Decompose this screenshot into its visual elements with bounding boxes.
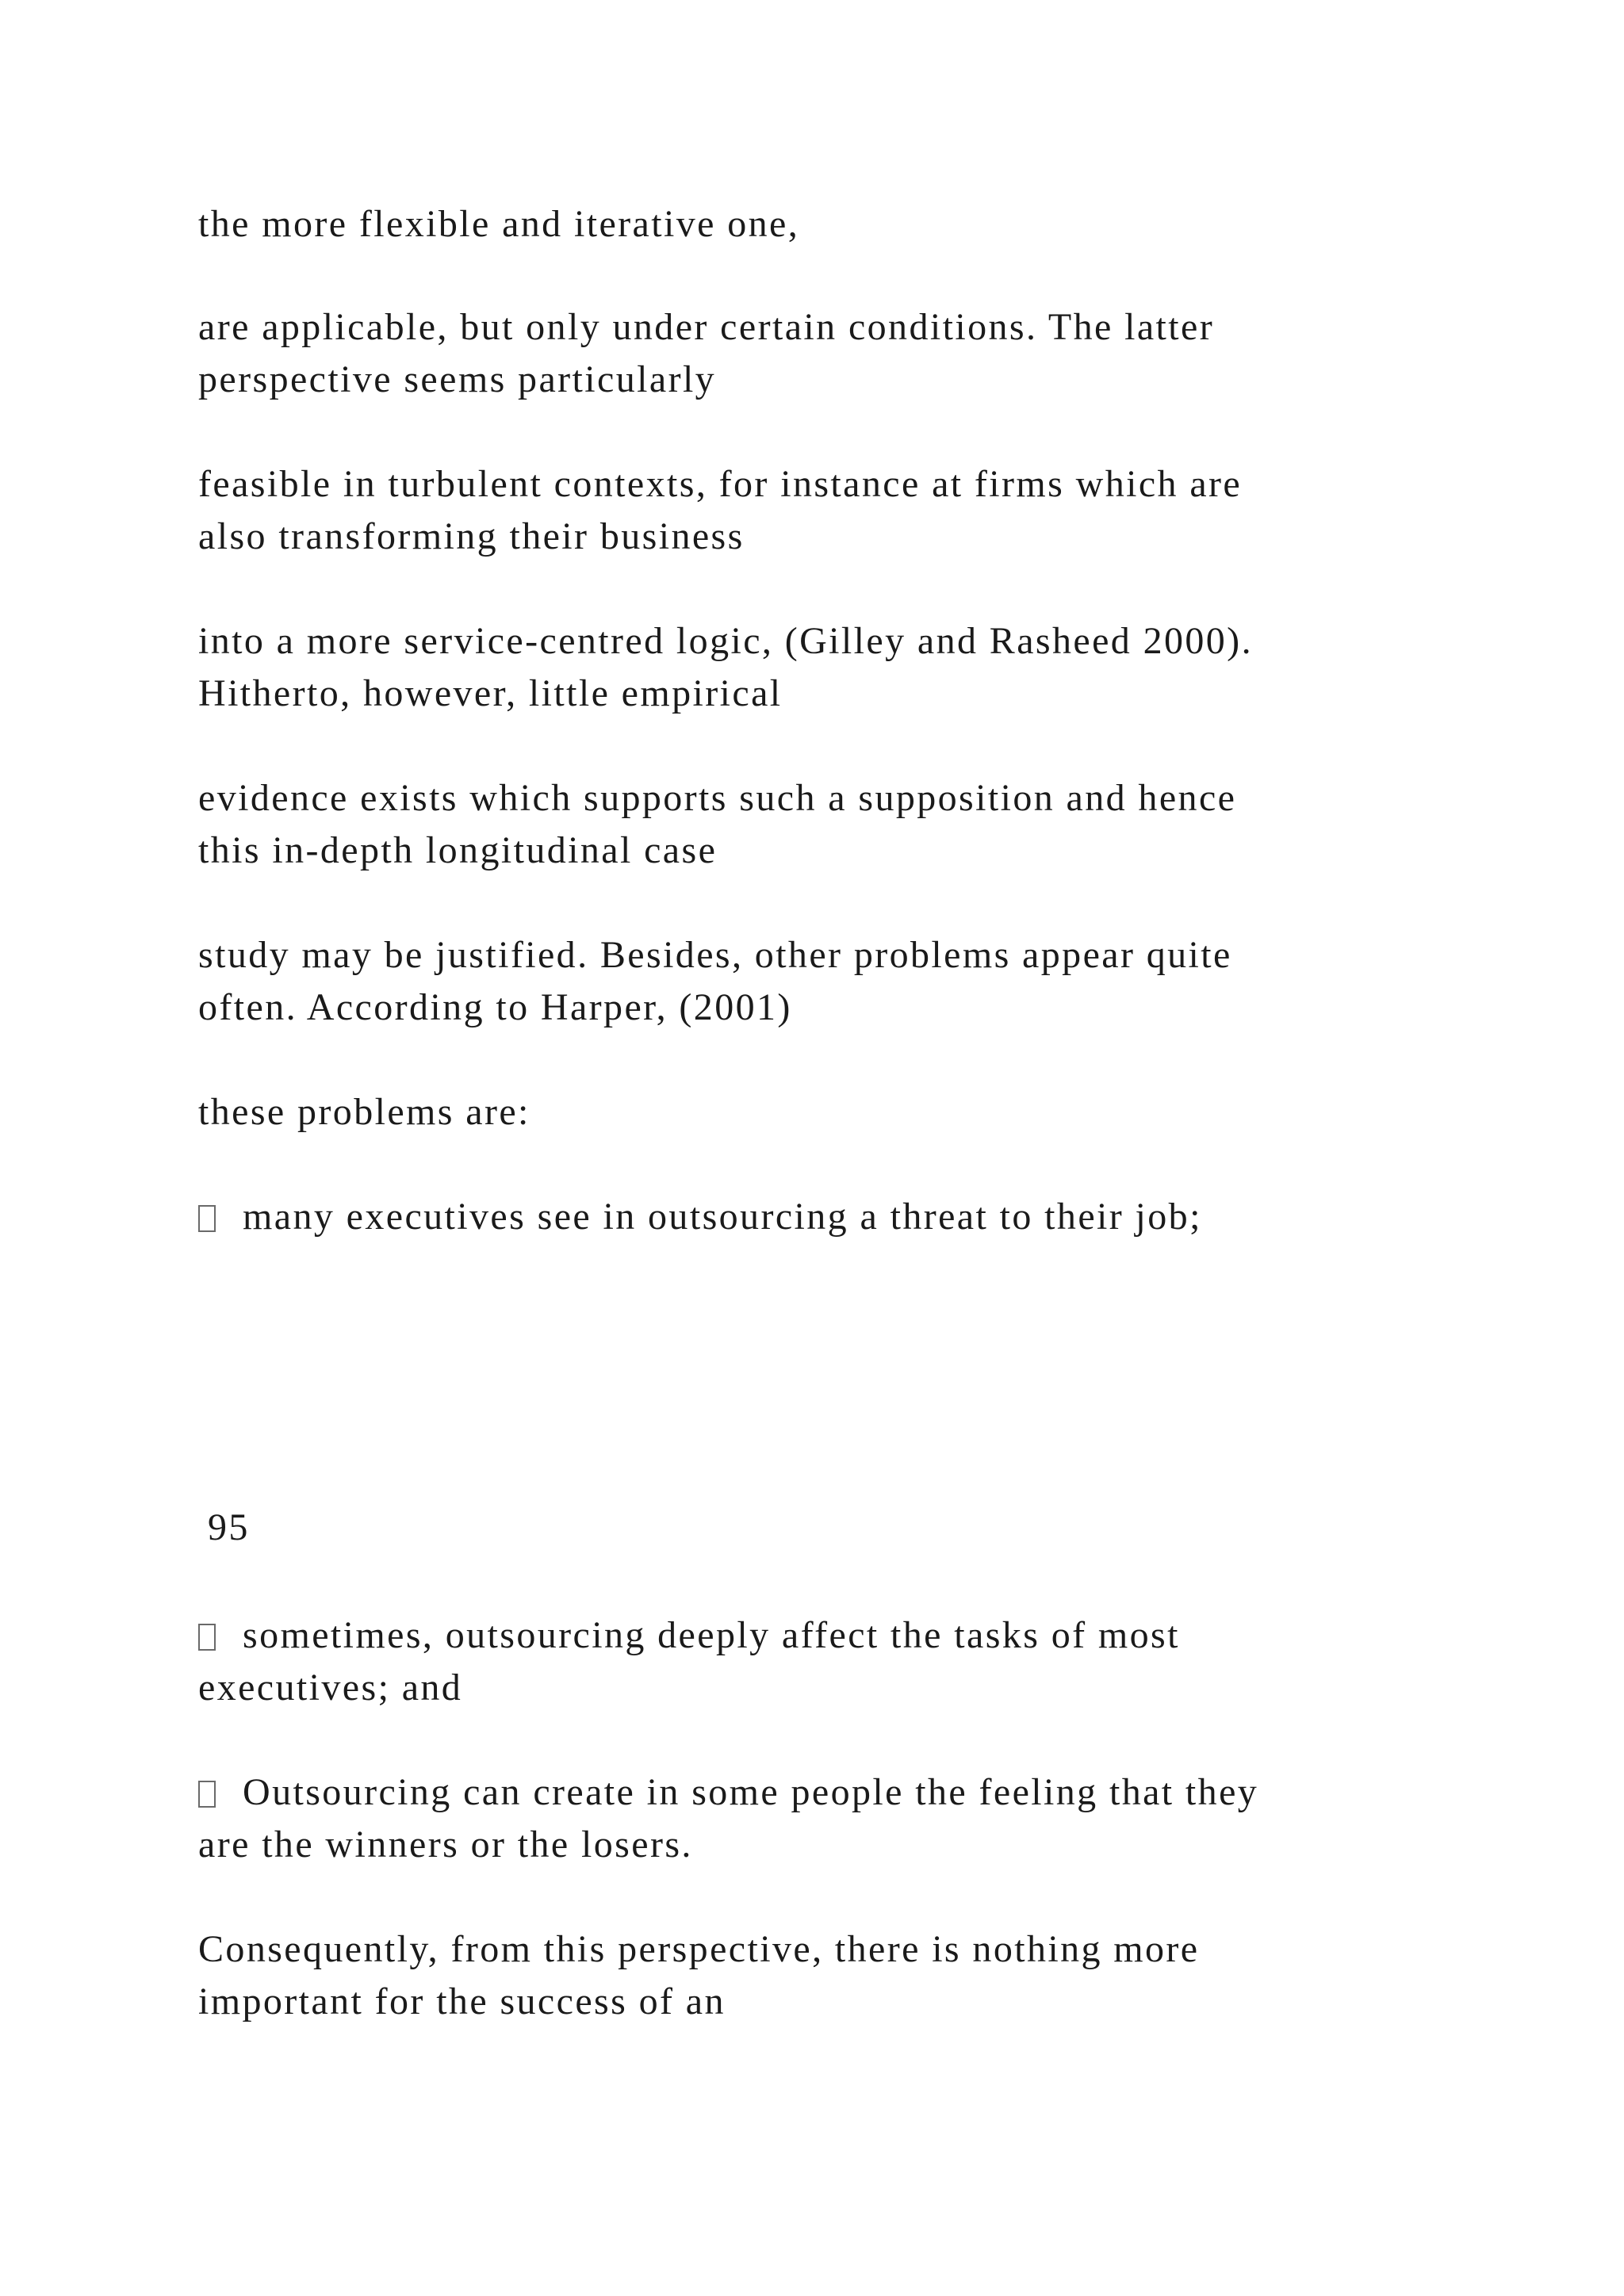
page-number: 95	[208, 1506, 250, 1548]
missing-glyph-box-icon	[198, 1624, 216, 1651]
paragraph-4	[198, 615, 1435, 720]
paragraph-line: perspective seems particularly	[198, 358, 717, 400]
paragraph-line: are applicable, but only under certain conditions. The latter	[198, 306, 1215, 348]
paragraph-line: study may be justified. Besides, other problems appear quite	[198, 934, 1232, 976]
paragraph-line: also transforming their business	[198, 515, 745, 557]
bullet-text: sometimes, outsourcing deeply affect the tasks of most	[243, 1614, 1180, 1656]
closing-paragraph	[198, 1923, 1435, 2028]
paragraph-line: the more flexible and iterative one,	[198, 203, 800, 245]
paragraph-line: into a more service-centred logic, (Gilley and Rasheed 2000).	[198, 620, 1253, 662]
paragraph-line: Hitherto, however, little empirical	[198, 672, 783, 714]
missing-glyph-box-icon	[198, 1205, 216, 1232]
paragraph-line: this in-depth longitudinal case	[198, 829, 718, 871]
bullet-item-2	[198, 1609, 1435, 1714]
paragraph-7	[198, 1086, 1435, 1138]
missing-glyph-box-icon	[198, 1781, 216, 1808]
paragraph-line: Consequently, from this perspective, there is nothing more	[198, 1928, 1200, 1970]
bullet-text: executives; and	[198, 1667, 463, 1709]
paragraph-line: important for the success of an	[198, 1980, 726, 2022]
paragraph-5	[198, 772, 1435, 877]
bullet-text: many executives see in outsourcing a threat to their job;	[243, 1196, 1202, 1238]
paragraph-3	[198, 458, 1435, 563]
paragraph-line: often. According to Harper, (2001)	[198, 986, 792, 1028]
bullet-item-1	[198, 1191, 1435, 1243]
paragraph-2	[198, 301, 1435, 406]
bullet-item-3	[198, 1766, 1435, 1871]
paragraph-line: these problems are:	[198, 1091, 530, 1133]
paragraph-line: feasible in turbulent contexts, for instance at firms which are	[198, 463, 1243, 505]
paragraph-1	[198, 198, 1435, 251]
paragraph-6	[198, 929, 1435, 1034]
paragraph-line: evidence exists which supports such a supposition and hence	[198, 777, 1237, 819]
bullet-text: Outsourcing can create in some people the feeling that they	[243, 1771, 1259, 1813]
bullet-text: are the winners or the losers.	[198, 1823, 693, 1866]
